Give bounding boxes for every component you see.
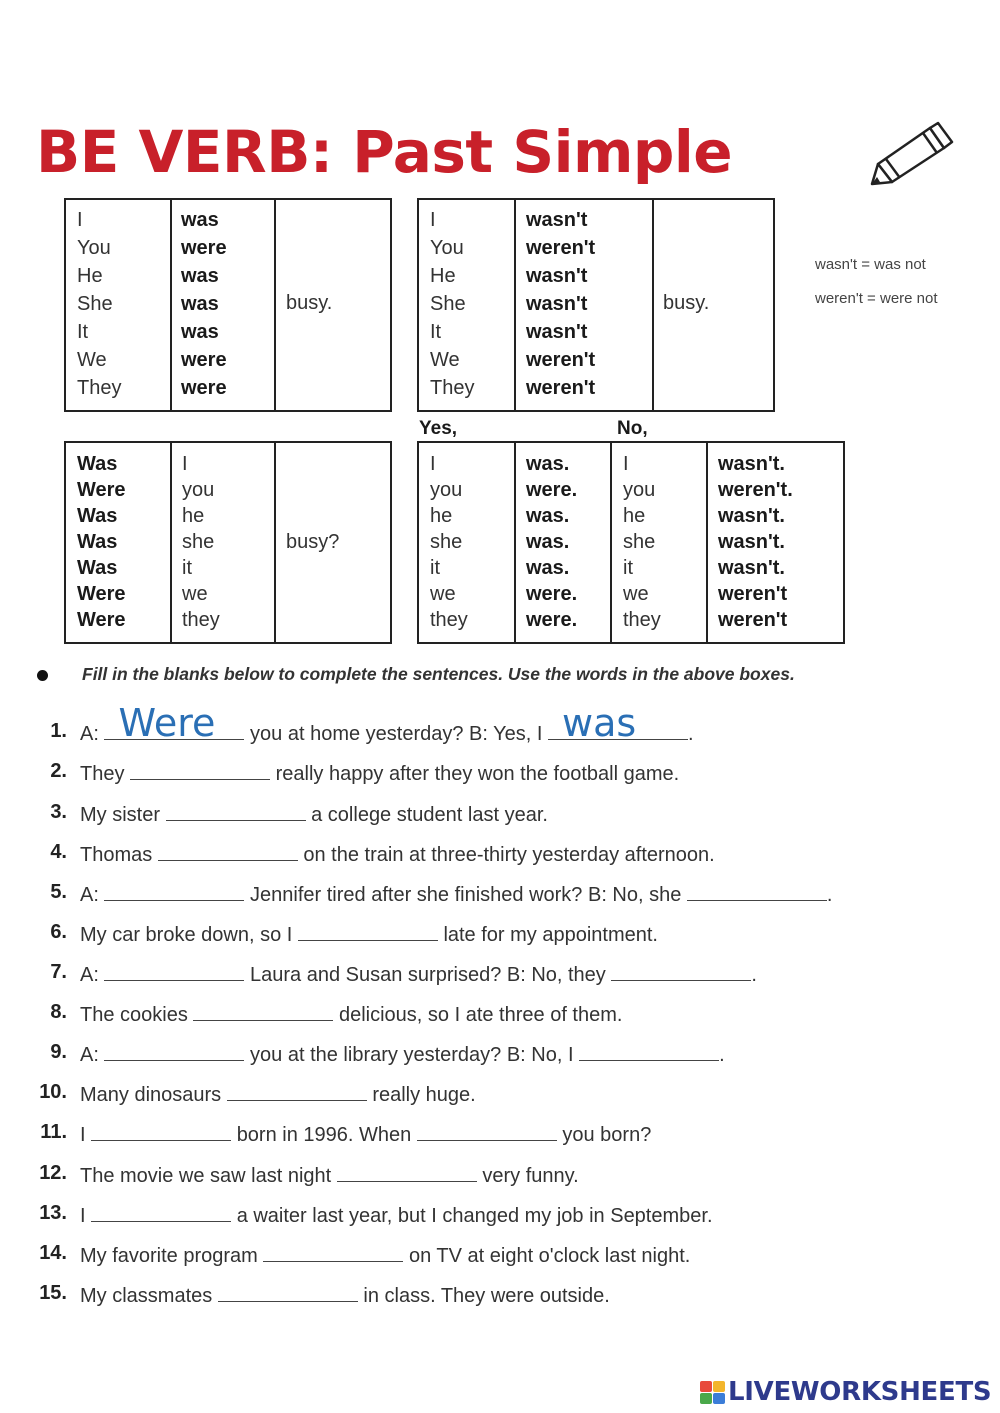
yes-subject: it (430, 557, 440, 579)
affirmative-complement-column (274, 200, 390, 410)
question-number: 15. (39, 1282, 67, 1304)
question-row (0, 833, 1000, 867)
no-subject: you (623, 479, 656, 501)
negative-table (417, 198, 775, 412)
question-number: 12. (39, 1162, 67, 1184)
affirmative-verb: was (181, 321, 219, 343)
question-verb: Were (77, 583, 126, 605)
question-text: My car broke down, so I (80, 924, 293, 946)
yes-subject: she (430, 531, 463, 553)
question-text: My sister (80, 804, 160, 826)
affirmative-subject: We (77, 349, 107, 371)
affirmative-subject-column (66, 200, 170, 410)
question-number: 2. (50, 760, 67, 782)
no-verb: weren't. (718, 479, 793, 501)
answer-blank[interactable] (166, 801, 306, 821)
question-text: on TV at eight o'clock last night. (408, 1245, 691, 1267)
yes-subject: he (430, 505, 453, 527)
no-verb: wasn't. (718, 505, 785, 527)
affirmative-subject: He (77, 265, 103, 287)
affirmative-verb: were (181, 237, 227, 259)
negative-verb-column (514, 200, 652, 410)
answer-blank[interactable] (263, 1242, 403, 1262)
affirmative-complement: busy. (286, 292, 333, 314)
answer-blank[interactable] (548, 701, 688, 745)
question-number: 7. (50, 961, 67, 983)
question-text: Laura and Susan surprised? B: No, they (250, 964, 606, 986)
no-verb: wasn't. (718, 453, 785, 475)
question-row (0, 1234, 1000, 1268)
answer-blank[interactable] (611, 961, 751, 981)
question-text: My classmates (80, 1285, 213, 1307)
negative-subject: He (430, 265, 456, 287)
answer-blank[interactable] (579, 1041, 719, 1061)
pencil-icon (868, 118, 958, 188)
negative-complement: busy. (663, 292, 710, 314)
answer-blank[interactable] (104, 1041, 244, 1061)
question-verb: Was (77, 531, 118, 553)
affirmative-verb: was (181, 293, 219, 315)
question-text: They (80, 763, 125, 785)
question-text: in class. They were outside. (363, 1285, 610, 1307)
question-number: 13. (39, 1202, 67, 1224)
question-verb: Was (77, 505, 118, 527)
contraction-note-wasnt: wasn't = was not (815, 256, 926, 273)
answer-blank[interactable] (104, 701, 244, 745)
question-subject: you (182, 479, 215, 501)
question-text: The movie we saw last night (80, 1165, 332, 1187)
yes-verb: was. (526, 505, 570, 527)
negative-complement-column (652, 200, 773, 410)
question-subject-column (170, 443, 274, 642)
question-text: . (688, 723, 694, 745)
question-text: late for my appointment. (443, 924, 658, 946)
yes-subject-column (419, 443, 514, 642)
answer-blank[interactable] (91, 1202, 231, 1222)
no-verb: wasn't. (718, 557, 785, 579)
question-row (0, 993, 1000, 1027)
question-row (0, 1274, 1000, 1308)
negative-verb: weren't (526, 377, 596, 399)
question-verb: Was (77, 453, 118, 475)
negative-subject: They (430, 377, 475, 399)
no-subject: I (623, 453, 629, 475)
yes-subject: we (430, 583, 456, 605)
question-text: . (751, 964, 757, 986)
yes-subject: they (430, 609, 468, 631)
affirmative-verb: were (181, 349, 227, 371)
yes-subject: you (430, 479, 463, 501)
question-text: a college student last year. (311, 804, 548, 826)
negative-verb: wasn't (526, 209, 588, 231)
question-number: 8. (50, 1001, 67, 1023)
contraction-note-werent: weren't = were not (815, 290, 938, 307)
question-text: very funny. (482, 1165, 579, 1187)
instruction-text: Fill in the blanks below to complete the sentences. Use the words in the above boxes. (82, 664, 795, 684)
answer-blank[interactable] (104, 961, 244, 981)
filled-answer: Were (118, 701, 216, 745)
yes-verb: were. (526, 479, 578, 501)
no-subject: she (623, 531, 656, 553)
negative-verb: weren't (526, 349, 596, 371)
question-row (0, 873, 1000, 907)
question-row (0, 1194, 1000, 1228)
question-text: A: (80, 1044, 99, 1066)
question-text: I (80, 1124, 86, 1146)
question-text: really huge. (372, 1084, 476, 1106)
page-title: BE VERB: Past Simple (36, 118, 733, 186)
negative-subject-column (419, 200, 514, 410)
no-subject-column (610, 443, 706, 642)
question-row (0, 1113, 1000, 1147)
short-answer-table (417, 441, 845, 644)
answer-blank[interactable] (130, 760, 270, 780)
question-text: I (80, 1205, 86, 1227)
question-complement-column (274, 443, 390, 642)
negative-subject: You (430, 237, 464, 259)
affirmative-subject: She (77, 293, 113, 315)
question-verb: Was (77, 557, 118, 579)
negative-subject: We (430, 349, 460, 371)
answer-blank[interactable] (417, 1121, 557, 1141)
no-subject: they (623, 609, 661, 631)
question-row (0, 1033, 1000, 1067)
question-text: A: (80, 884, 99, 906)
answer-blank[interactable] (91, 1121, 231, 1141)
question-row (0, 1073, 1000, 1107)
affirmative-verb: was (181, 265, 219, 287)
question-text: Jennifer tired after she finished work? B: No, she (250, 884, 682, 906)
question-verb-column (66, 443, 170, 642)
question-number: 3. (50, 801, 67, 823)
question-number: 9. (50, 1041, 67, 1063)
affirmative-subject: They (77, 377, 122, 399)
negative-subject: I (430, 209, 436, 231)
negative-verb: wasn't (526, 321, 588, 343)
question-subject: it (182, 557, 192, 579)
question-number: 11. (40, 1121, 67, 1143)
question-text: born in 1996. When (236, 1124, 412, 1146)
affirmative-subject: You (77, 237, 111, 259)
affirmative-verb: was (181, 209, 219, 231)
yes-verb: was. (526, 453, 570, 475)
yes-verb: was. (526, 557, 570, 579)
answer-blank[interactable] (337, 1162, 477, 1182)
question-text: on the train at three-thirty yesterday afternoon. (303, 844, 715, 866)
question-number: 14. (39, 1242, 67, 1264)
question-number: 1. (50, 720, 67, 742)
negative-verb: wasn't (526, 293, 588, 315)
answer-blank[interactable] (298, 921, 438, 941)
question-subject: she (182, 531, 215, 553)
liveworksheets-logo-icon (700, 1381, 726, 1405)
negative-subject: It (430, 321, 442, 343)
answer-blank[interactable] (227, 1081, 367, 1101)
question-text: you born? (562, 1124, 652, 1146)
question-number: 10. (39, 1081, 67, 1103)
question-text: . (826, 884, 833, 906)
question-row (0, 752, 1000, 786)
question-text: . (719, 1044, 725, 1066)
negative-subject: She (430, 293, 466, 315)
no-label: No, (617, 418, 648, 439)
question-row (0, 1154, 1000, 1188)
question-text: The cookies (80, 1004, 188, 1026)
affirmative-table (64, 198, 392, 412)
question-row (0, 701, 1000, 746)
bullet-icon (37, 670, 48, 681)
yes-verb-column (514, 443, 610, 642)
liveworksheets-logo-text: LIVEWORKSHEETS (728, 1377, 992, 1407)
filled-answer: was (562, 701, 637, 745)
answer-blank[interactable] (158, 841, 298, 861)
yes-subject: I (430, 453, 436, 475)
no-subject: he (623, 505, 646, 527)
answer-blank[interactable] (218, 1282, 358, 1302)
question-number: 5. (50, 881, 67, 903)
question-subject: I (182, 453, 188, 475)
question-text: a waiter last year, but I changed my job in September. (236, 1205, 713, 1227)
question-text: you at home yesterday? B: Yes, I (250, 723, 543, 745)
affirmative-subject: I (77, 209, 83, 231)
yes-verb: were. (526, 583, 578, 605)
negative-verb: wasn't (526, 265, 588, 287)
no-verb: weren't (718, 609, 788, 631)
answer-blank[interactable] (687, 881, 827, 901)
question-text: delicious, so I ate three of them. (338, 1004, 623, 1026)
no-subject: we (623, 583, 649, 605)
question-row (0, 953, 1000, 987)
question-text: you at the library yesterday? B: No, I (250, 1044, 574, 1066)
question-text: Many dinosaurs (80, 1084, 222, 1106)
question-row (0, 913, 1000, 947)
yes-verb: was. (526, 531, 570, 553)
question-number: 4. (50, 841, 67, 863)
question-text: Thomas (80, 844, 153, 866)
question-complement: busy? (286, 531, 340, 553)
question-number: 6. (50, 921, 67, 943)
answer-blank[interactable] (193, 1001, 333, 1021)
question-text: A: (80, 964, 99, 986)
yes-label: Yes, (419, 418, 458, 439)
question-verb: Were (77, 609, 126, 631)
question-row (0, 793, 1000, 827)
no-verb: wasn't. (718, 531, 785, 553)
no-verb-column (706, 443, 843, 642)
affirmative-verb: were (181, 377, 227, 399)
question-text: My favorite program (80, 1245, 258, 1267)
answer-blank[interactable] (104, 881, 244, 901)
yes-verb: were. (526, 609, 578, 631)
no-subject: it (623, 557, 633, 579)
question-verb: Were (77, 479, 126, 501)
question-table (64, 441, 392, 644)
question-text: really happy after they won the football game. (275, 763, 680, 785)
question-text: A: (80, 723, 99, 745)
affirmative-verb-column (170, 200, 274, 410)
negative-verb: weren't (526, 237, 596, 259)
question-subject: he (182, 505, 205, 527)
no-verb: weren't (718, 583, 788, 605)
affirmative-subject: It (77, 321, 89, 343)
question-subject: we (182, 583, 208, 605)
question-subject: they (182, 609, 220, 631)
